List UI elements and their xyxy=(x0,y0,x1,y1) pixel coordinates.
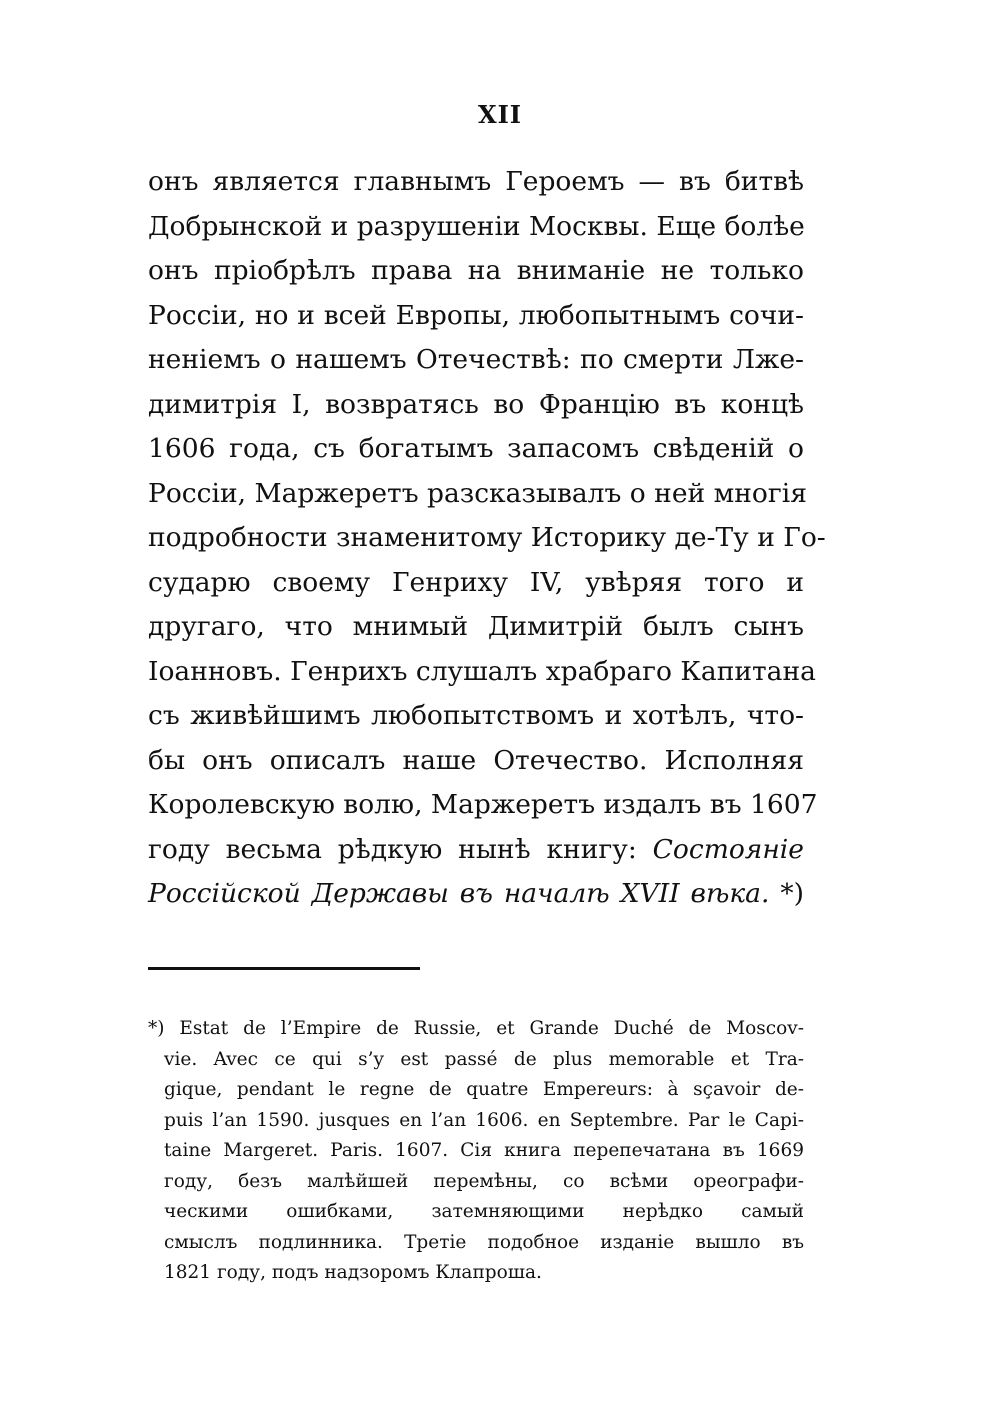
footnote-line: ческими ошибками, затемняющими нерѣдко самый xyxy=(164,1201,804,1222)
footnote-line: taine Margeret. Paris. 1607. Сія книга перепечатана въ 1669 xyxy=(164,1140,804,1161)
text-line xyxy=(148,828,804,873)
page-number: XII xyxy=(477,100,523,129)
footnote-line: *) Estat de l’Empire de Russie, et Grande Duché de Moscov- xyxy=(148,1018,804,1039)
text-line: подробности знаменитому Историку де-Ту и Го- xyxy=(148,522,826,553)
text-line: онъ пріобрѣлъ права на вниманіе не только xyxy=(148,255,804,286)
footnote-line: году, безъ малѣйшей перемѣны, со всѣми ореографи- xyxy=(164,1170,804,1192)
book-title-start: Состояніе xyxy=(652,833,804,865)
text-line: 1606 года, съ богатымъ запасомъ свѣденій о xyxy=(148,433,804,464)
text-line: неніемъ о нашемъ Отечествѣ: по смерти Лже- xyxy=(148,344,804,375)
footnote-line: 1821 году, подъ надзоромъ Клапроша. xyxy=(164,1262,542,1283)
footnote-line: смыслъ подлинника. Третіе подобное изданіе вышло въ xyxy=(164,1231,804,1253)
text-line: Іоанновъ. Генрихъ слушалъ храбраго Капитана xyxy=(148,655,816,687)
footnote-line: gique, pendant le regne de quatre Empereurs: à sçavoir de- xyxy=(164,1079,804,1100)
footnote-divider xyxy=(148,967,420,970)
footnote-mark: *) xyxy=(780,878,804,909)
book-title-end: Россійской Державы въ началѣ XVII вѣка. xyxy=(148,878,770,909)
footnote-line: puis l’an 1590. jusques en l’an 1606. en Septembre. Par le Capi- xyxy=(164,1109,804,1131)
text-line: съ живѣйшимъ любопытствомъ и хотѣлъ, что- xyxy=(148,700,804,731)
text-line: димитрія I, возвратясь во Францію въ концѣ xyxy=(148,388,804,420)
text-line-prefix: году весьма рѣдкую нынѣ книгу: xyxy=(148,833,637,865)
text-line xyxy=(148,872,804,917)
text-line: сударю своему Генриху IV, увѣряя того и xyxy=(148,566,804,598)
text-line: Добрынской и разрушеніи Москвы. Еще болѣе xyxy=(148,210,805,242)
text-line: Королевскую волю, Маржеретъ издалъ въ 1607 xyxy=(148,789,818,820)
main-text xyxy=(148,160,826,917)
text-line: Россіи, Маржеретъ разсказывалъ о ней многія xyxy=(148,477,807,509)
text-line: онъ является главнымъ Героемъ — въ битвѣ xyxy=(148,166,804,197)
text-line: бы онъ описалъ наше Отечество. Исполняя xyxy=(148,744,804,776)
footnote xyxy=(148,1014,804,1289)
text-line: другаго, что мнимый Димитрій былъ сынъ xyxy=(148,611,804,642)
text-line: Россіи, но и всей Европы, любопытнымъ сочи- xyxy=(148,299,804,331)
footnote-line: vie. Avec ce qui s’y est passé de plus memorable et Tra- xyxy=(164,1048,804,1070)
